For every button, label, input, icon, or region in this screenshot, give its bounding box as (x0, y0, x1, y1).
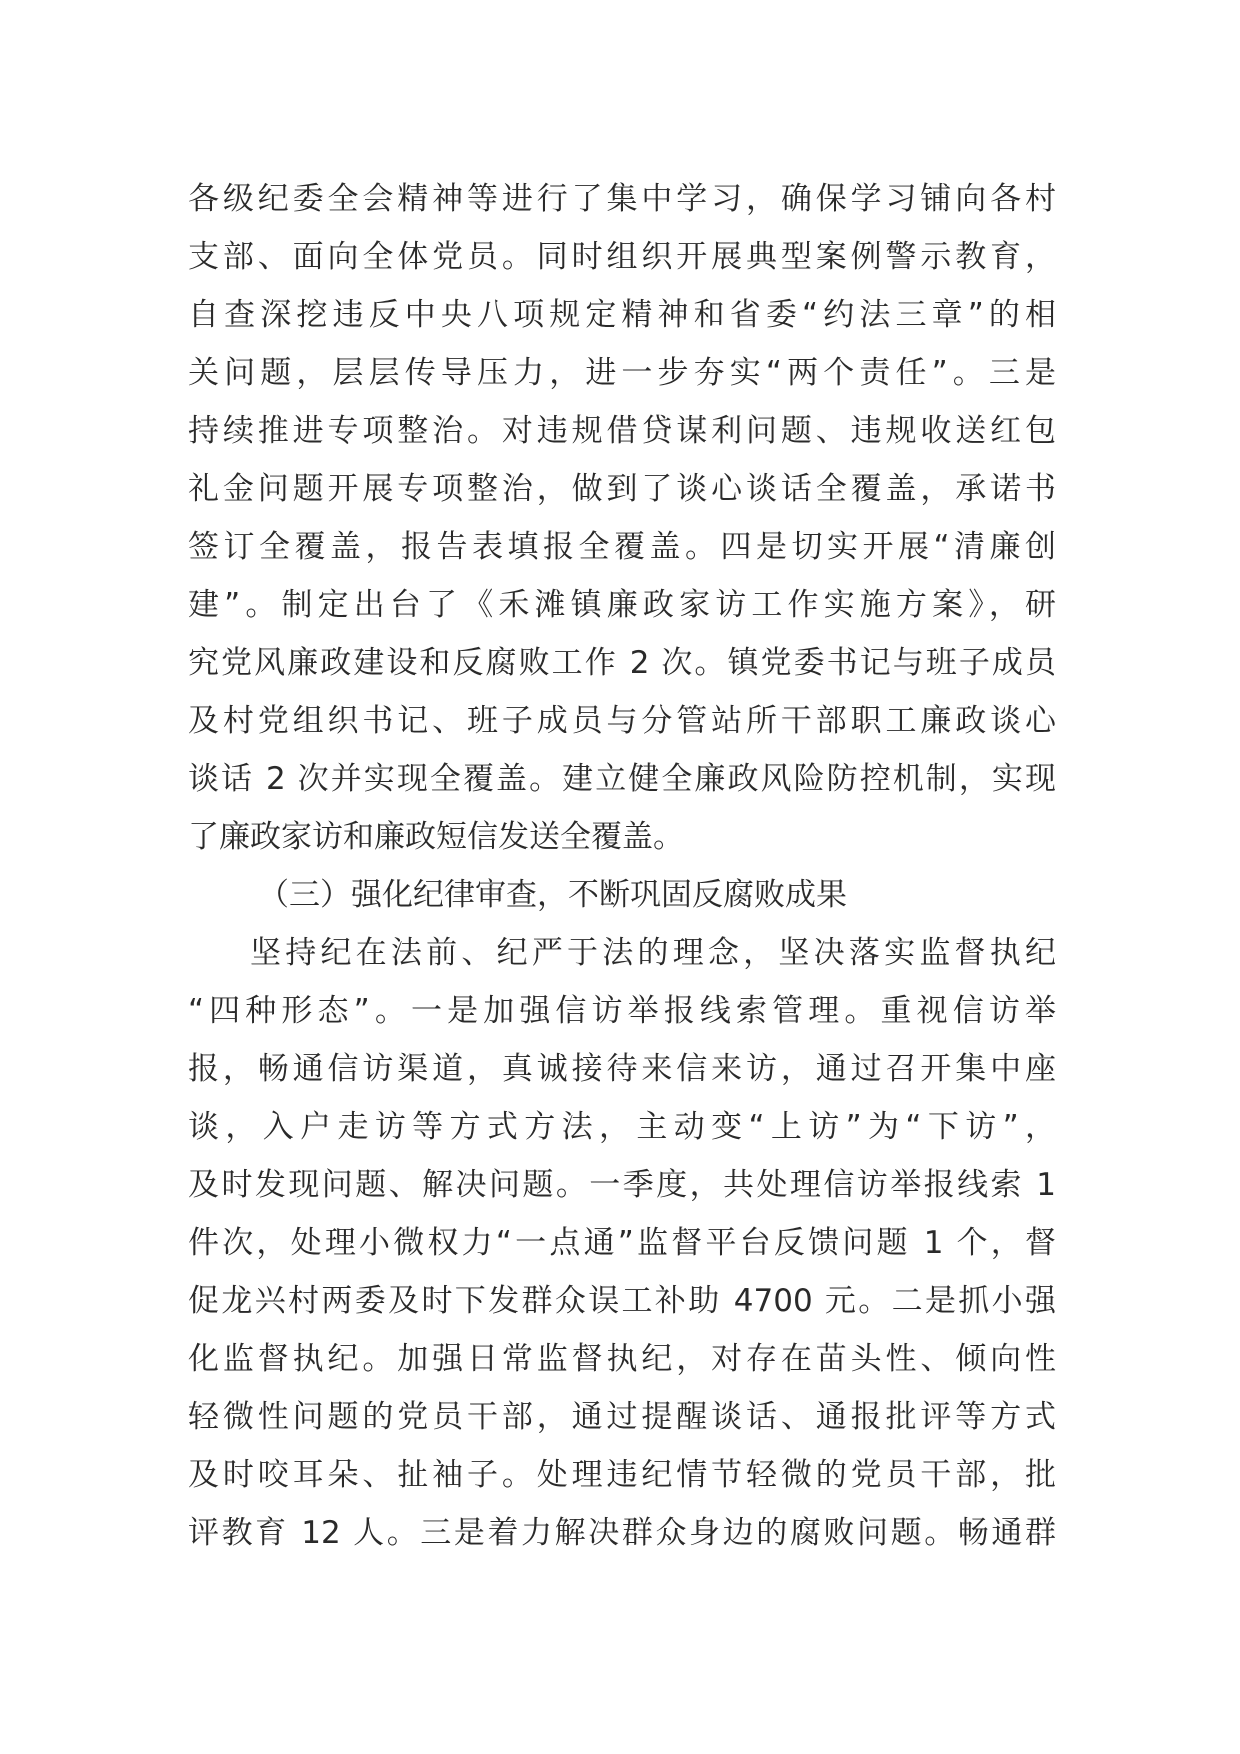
paragraph-line: 自查深挖违反中央八项规定精神和省委“约法三章”的相 (188, 297, 1056, 333)
paragraph-line: 建”。制定出台了《禾滩镇廉政家访工作实施方案》，研 (188, 587, 1056, 623)
section-heading: （三）强化纪律审查，不断巩固反腐败成果 (258, 877, 847, 913)
paragraph-line: 支部、面向全体党员。同时组织开展典型案例警示教育， (188, 239, 1056, 275)
paragraph-line: 及时发现问题、解决问题。一季度，共处理信访举报线索 1 (188, 1167, 1056, 1203)
paragraph-line: 了廉政家访和廉政短信发送全覆盖。 (188, 819, 684, 855)
paragraph-line: 谈话 2 次并实现全覆盖。建立健全廉政风险防控机制，实现 (188, 761, 1056, 797)
paragraph-line: 促龙兴村两委及时下发群众误工补助 4700 元。二是抓小强 (188, 1283, 1056, 1319)
paragraph-line: 关问题，层层传导压力，进一步夯实“两个责任”。三是 (188, 355, 1056, 391)
paragraph-line: 报，畅通信访渠道，真诚接待来信来访，通过召开集中座 (188, 1051, 1056, 1087)
paragraph-line: 坚持纪在法前、纪严于法的理念，坚决落实监督执纪 (250, 935, 1056, 971)
paragraph-line: 究党风廉政建设和反腐败工作 2 次。镇党委书记与班子成员 (188, 645, 1056, 681)
paragraph-line: 各级纪委全会精神等进行了集中学习，确保学习铺向各村 (188, 181, 1056, 217)
paragraph-line: 持续推进专项整治。对违规借贷谋利问题、违规收送红包 (188, 413, 1056, 449)
paragraph-line: 评教育 12 人。三是着力解决群众身边的腐败问题。畅通群 (188, 1515, 1056, 1551)
paragraph-line: 及时咬耳朵、扯袖子。处理违纪情节轻微的党员干部，批 (188, 1457, 1056, 1493)
paragraph-line: 件次，处理小微权力“一点通”监督平台反馈问题 1 个，督 (188, 1225, 1056, 1261)
paragraph-line: 轻微性问题的党员干部，通过提醒谈话、通报批评等方式 (188, 1399, 1056, 1435)
paragraph-line: 化监督执纪。加强日常监督执纪，对存在苗头性、倾向性 (188, 1341, 1056, 1377)
paragraph-line: 谈，入户走访等方式方法，主动变“上访”为“下访”， (188, 1109, 1056, 1145)
paragraph-line: “四种形态”。一是加强信访举报线索管理。重视信访举 (188, 993, 1056, 1029)
paragraph-line: 签订全覆盖，报告表填报全覆盖。四是切实开展“清廉创 (188, 529, 1056, 565)
paragraph-line: 及村党组织书记、班子成员与分管站所干部职工廉政谈心 (188, 703, 1056, 739)
body-text (188, 170, 1056, 1562)
paragraph-line: 礼金问题开展专项整治，做到了谈心谈话全覆盖，承诺书 (188, 471, 1056, 507)
